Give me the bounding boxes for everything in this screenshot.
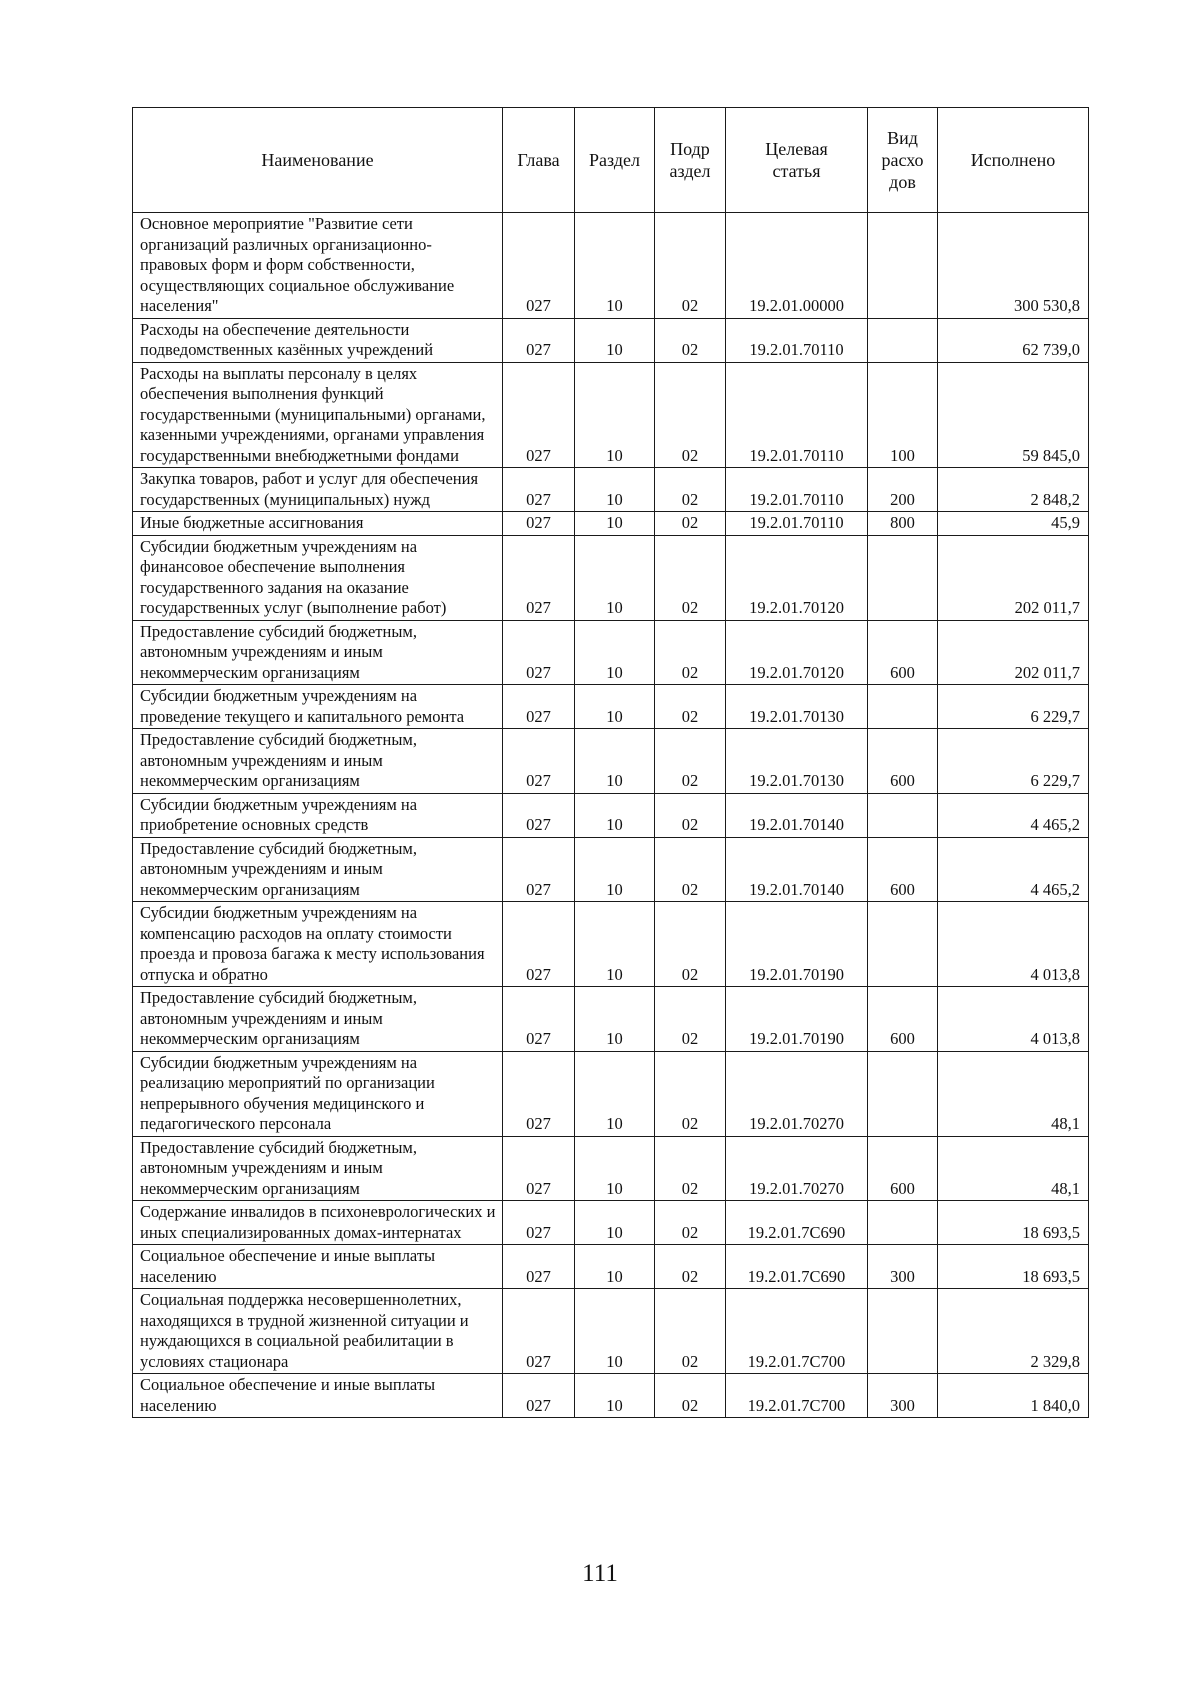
cell-target-article: 19.2.01.70120	[726, 535, 868, 620]
cell-subsection: 02	[655, 1245, 726, 1289]
cell-target-article: 19.2.01.70130	[726, 685, 868, 729]
budget-execution-table	[132, 107, 1089, 1418]
cell-executed: 62 739,0	[938, 318, 1089, 362]
cell-target-article: 19.2.01.70130	[726, 729, 868, 794]
cell-name: Иные бюджетные ассигнования	[133, 512, 503, 536]
cell-section: 10	[575, 1289, 655, 1374]
cell-target-article: 19.2.01.70110	[726, 362, 868, 468]
cell-section: 10	[575, 1051, 655, 1136]
cell-target-article: 19.2.01.70140	[726, 793, 868, 837]
cell-executed: 6 229,7	[938, 729, 1089, 794]
table-row	[133, 987, 1089, 1052]
table-row	[133, 213, 1089, 319]
cell-section: 10	[575, 535, 655, 620]
cell-executed: 18 693,5	[938, 1201, 1089, 1245]
cell-section: 10	[575, 685, 655, 729]
cell-name: Субсидии бюджетным учреждениям на реализацию мероприятий по организации непрерывного обучения медицинского и педагогического персонала	[133, 1051, 503, 1136]
table-row	[133, 729, 1089, 794]
cell-target-article: 19.2.01.70140	[726, 837, 868, 902]
cell-chapter: 027	[503, 685, 575, 729]
cell-subsection: 02	[655, 1201, 726, 1245]
cell-chapter: 027	[503, 1201, 575, 1245]
cell-section: 10	[575, 837, 655, 902]
cell-subsection: 02	[655, 729, 726, 794]
cell-subsection: 02	[655, 793, 726, 837]
header-expense-type: Вид расхо дов	[868, 108, 938, 213]
cell-executed: 4 013,8	[938, 987, 1089, 1052]
cell-name: Содержание инвалидов в психоневрологических и иных специализированных домах-интернатах	[133, 1201, 503, 1245]
table-row	[133, 620, 1089, 685]
cell-subsection: 02	[655, 902, 726, 987]
table-row	[133, 837, 1089, 902]
cell-section: 10	[575, 468, 655, 512]
cell-name: Субсидии бюджетным учреждениям на компенсацию расходов на оплату стоимости проезда и провоза багажа к месту использования отпуска и обратно	[133, 902, 503, 987]
cell-expense-type	[868, 318, 938, 362]
cell-chapter: 027	[503, 1374, 575, 1418]
table-row	[133, 685, 1089, 729]
cell-section: 10	[575, 512, 655, 536]
cell-target-article: 19.2.01.70110	[726, 468, 868, 512]
cell-section: 10	[575, 902, 655, 987]
cell-executed: 2 329,8	[938, 1289, 1089, 1374]
cell-subsection: 02	[655, 837, 726, 902]
cell-expense-type	[868, 535, 938, 620]
cell-name: Расходы на обеспечение деятельности подведомственных казённых учреждений	[133, 318, 503, 362]
cell-chapter: 027	[503, 1245, 575, 1289]
cell-name: Закупка товаров, работ и услуг для обеспечения государственных (муниципальных) нужд	[133, 468, 503, 512]
cell-name: Основное мероприятие "Развитие сети организаций различных организационно-правовых форм и форм собственности, осуществляющих социальное обслуживание населения"	[133, 213, 503, 319]
cell-subsection: 02	[655, 987, 726, 1052]
cell-chapter: 027	[503, 837, 575, 902]
cell-executed: 2 848,2	[938, 468, 1089, 512]
table-body	[133, 213, 1089, 1418]
cell-expense-type	[868, 1289, 938, 1374]
cell-section: 10	[575, 1136, 655, 1201]
cell-chapter: 027	[503, 468, 575, 512]
cell-chapter: 027	[503, 1136, 575, 1201]
cell-subsection: 02	[655, 318, 726, 362]
cell-chapter: 027	[503, 213, 575, 319]
cell-section: 10	[575, 362, 655, 468]
header-target-article: Целевая статья	[726, 108, 868, 213]
cell-expense-type: 300	[868, 1374, 938, 1418]
cell-target-article: 19.2.01.7С690	[726, 1245, 868, 1289]
cell-chapter: 027	[503, 902, 575, 987]
cell-subsection: 02	[655, 362, 726, 468]
header-section: Раздел	[575, 108, 655, 213]
cell-section: 10	[575, 213, 655, 319]
cell-name: Субсидии бюджетным учреждениям на финансовое обеспечение выполнения государственного задания на оказание государственных услуг (выполнение работ)	[133, 535, 503, 620]
table-header-row	[133, 108, 1089, 213]
cell-target-article: 19.2.01.7С690	[726, 1201, 868, 1245]
header-name: Наименование	[133, 108, 503, 213]
cell-expense-type: 600	[868, 620, 938, 685]
cell-expense-type	[868, 685, 938, 729]
cell-chapter: 027	[503, 793, 575, 837]
cell-executed: 202 011,7	[938, 620, 1089, 685]
cell-target-article: 19.2.01.70110	[726, 512, 868, 536]
table-row	[133, 362, 1089, 468]
cell-chapter: 027	[503, 318, 575, 362]
cell-name: Расходы на выплаты персоналу в целях обеспечения выполнения функций государственными (муниципальными) органами, казенными учреждениями, органами управления государственными внебюджетными фондами	[133, 362, 503, 468]
table-row	[133, 1289, 1089, 1374]
cell-target-article: 19.2.01.70270	[726, 1136, 868, 1201]
cell-chapter: 027	[503, 729, 575, 794]
cell-expense-type: 600	[868, 837, 938, 902]
cell-target-article: 19.2.01.70270	[726, 1051, 868, 1136]
cell-chapter: 027	[503, 362, 575, 468]
table-row	[133, 1374, 1089, 1418]
cell-name: Социальное обеспечение и иные выплаты населению	[133, 1374, 503, 1418]
cell-name: Предоставление субсидий бюджетным, автономным учреждениям и иным некоммерческим организациям	[133, 837, 503, 902]
cell-name: Предоставление субсидий бюджетным, автономным учреждениям и иным некоммерческим организациям	[133, 1136, 503, 1201]
cell-subsection: 02	[655, 685, 726, 729]
cell-executed: 6 229,7	[938, 685, 1089, 729]
header-executed: Исполнено	[938, 108, 1089, 213]
cell-executed: 18 693,5	[938, 1245, 1089, 1289]
cell-name: Предоставление субсидий бюджетным, автономным учреждениям и иным некоммерческим организациям	[133, 987, 503, 1052]
table-row	[133, 1245, 1089, 1289]
cell-executed: 48,1	[938, 1051, 1089, 1136]
cell-target-article: 19.2.01.70110	[726, 318, 868, 362]
cell-target-article: 19.2.01.7С700	[726, 1374, 868, 1418]
table-row	[133, 793, 1089, 837]
cell-expense-type: 800	[868, 512, 938, 536]
cell-expense-type	[868, 213, 938, 319]
cell-section: 10	[575, 1374, 655, 1418]
cell-subsection: 02	[655, 1136, 726, 1201]
page-number: 111	[582, 1560, 618, 1587]
cell-chapter: 027	[503, 620, 575, 685]
cell-executed: 48,1	[938, 1136, 1089, 1201]
cell-expense-type: 100	[868, 362, 938, 468]
cell-name: Социальная поддержка несовершеннолетних, находящихся в трудной жизненной ситуации и нуждающихся в социальной реабилитации в условиях стационара	[133, 1289, 503, 1374]
cell-expense-type: 300	[868, 1245, 938, 1289]
cell-chapter: 027	[503, 1051, 575, 1136]
cell-section: 10	[575, 620, 655, 685]
cell-subsection: 02	[655, 468, 726, 512]
cell-subsection: 02	[655, 535, 726, 620]
cell-section: 10	[575, 729, 655, 794]
cell-section: 10	[575, 987, 655, 1052]
cell-executed: 45,9	[938, 512, 1089, 536]
cell-executed: 4 465,2	[938, 793, 1089, 837]
cell-subsection: 02	[655, 1289, 726, 1374]
table-row	[133, 535, 1089, 620]
table-row	[133, 902, 1089, 987]
header-subsection: Подр аздел	[655, 108, 726, 213]
cell-executed: 300 530,8	[938, 213, 1089, 319]
cell-subsection: 02	[655, 1051, 726, 1136]
cell-expense-type	[868, 1201, 938, 1245]
cell-subsection: 02	[655, 1374, 726, 1418]
cell-chapter: 027	[503, 512, 575, 536]
cell-expense-type: 200	[868, 468, 938, 512]
cell-executed: 202 011,7	[938, 535, 1089, 620]
cell-chapter: 027	[503, 535, 575, 620]
cell-expense-type	[868, 793, 938, 837]
table-row	[133, 512, 1089, 536]
cell-expense-type: 600	[868, 1136, 938, 1201]
table-row	[133, 468, 1089, 512]
cell-target-article: 19.2.01.70190	[726, 902, 868, 987]
cell-expense-type: 600	[868, 987, 938, 1052]
cell-expense-type: 600	[868, 729, 938, 794]
cell-subsection: 02	[655, 620, 726, 685]
cell-chapter: 027	[503, 987, 575, 1052]
cell-subsection: 02	[655, 213, 726, 319]
cell-name: Предоставление субсидий бюджетным, автономным учреждениям и иным некоммерческим организациям	[133, 620, 503, 685]
cell-name: Субсидии бюджетным учреждениям на приобретение основных средств	[133, 793, 503, 837]
table-row	[133, 1201, 1089, 1245]
cell-expense-type	[868, 1051, 938, 1136]
cell-executed: 4 013,8	[938, 902, 1089, 987]
table-row	[133, 1136, 1089, 1201]
cell-subsection: 02	[655, 512, 726, 536]
cell-executed: 59 845,0	[938, 362, 1089, 468]
table-row	[133, 1051, 1089, 1136]
cell-name: Субсидии бюджетным учреждениям на проведение текущего и капитального ремонта	[133, 685, 503, 729]
cell-target-article: 19.2.01.00000	[726, 213, 868, 319]
cell-target-article: 19.2.01.7С700	[726, 1289, 868, 1374]
cell-section: 10	[575, 1201, 655, 1245]
cell-section: 10	[575, 1245, 655, 1289]
cell-target-article: 19.2.01.70190	[726, 987, 868, 1052]
cell-section: 10	[575, 318, 655, 362]
cell-executed: 1 840,0	[938, 1374, 1089, 1418]
header-chapter: Глава	[503, 108, 575, 213]
cell-name: Предоставление субсидий бюджетным, автономным учреждениям и иным некоммерческим организациям	[133, 729, 503, 794]
cell-chapter: 027	[503, 1289, 575, 1374]
cell-name: Социальное обеспечение и иные выплаты населению	[133, 1245, 503, 1289]
cell-executed: 4 465,2	[938, 837, 1089, 902]
cell-section: 10	[575, 793, 655, 837]
table-row	[133, 318, 1089, 362]
cell-expense-type	[868, 902, 938, 987]
cell-target-article: 19.2.01.70120	[726, 620, 868, 685]
